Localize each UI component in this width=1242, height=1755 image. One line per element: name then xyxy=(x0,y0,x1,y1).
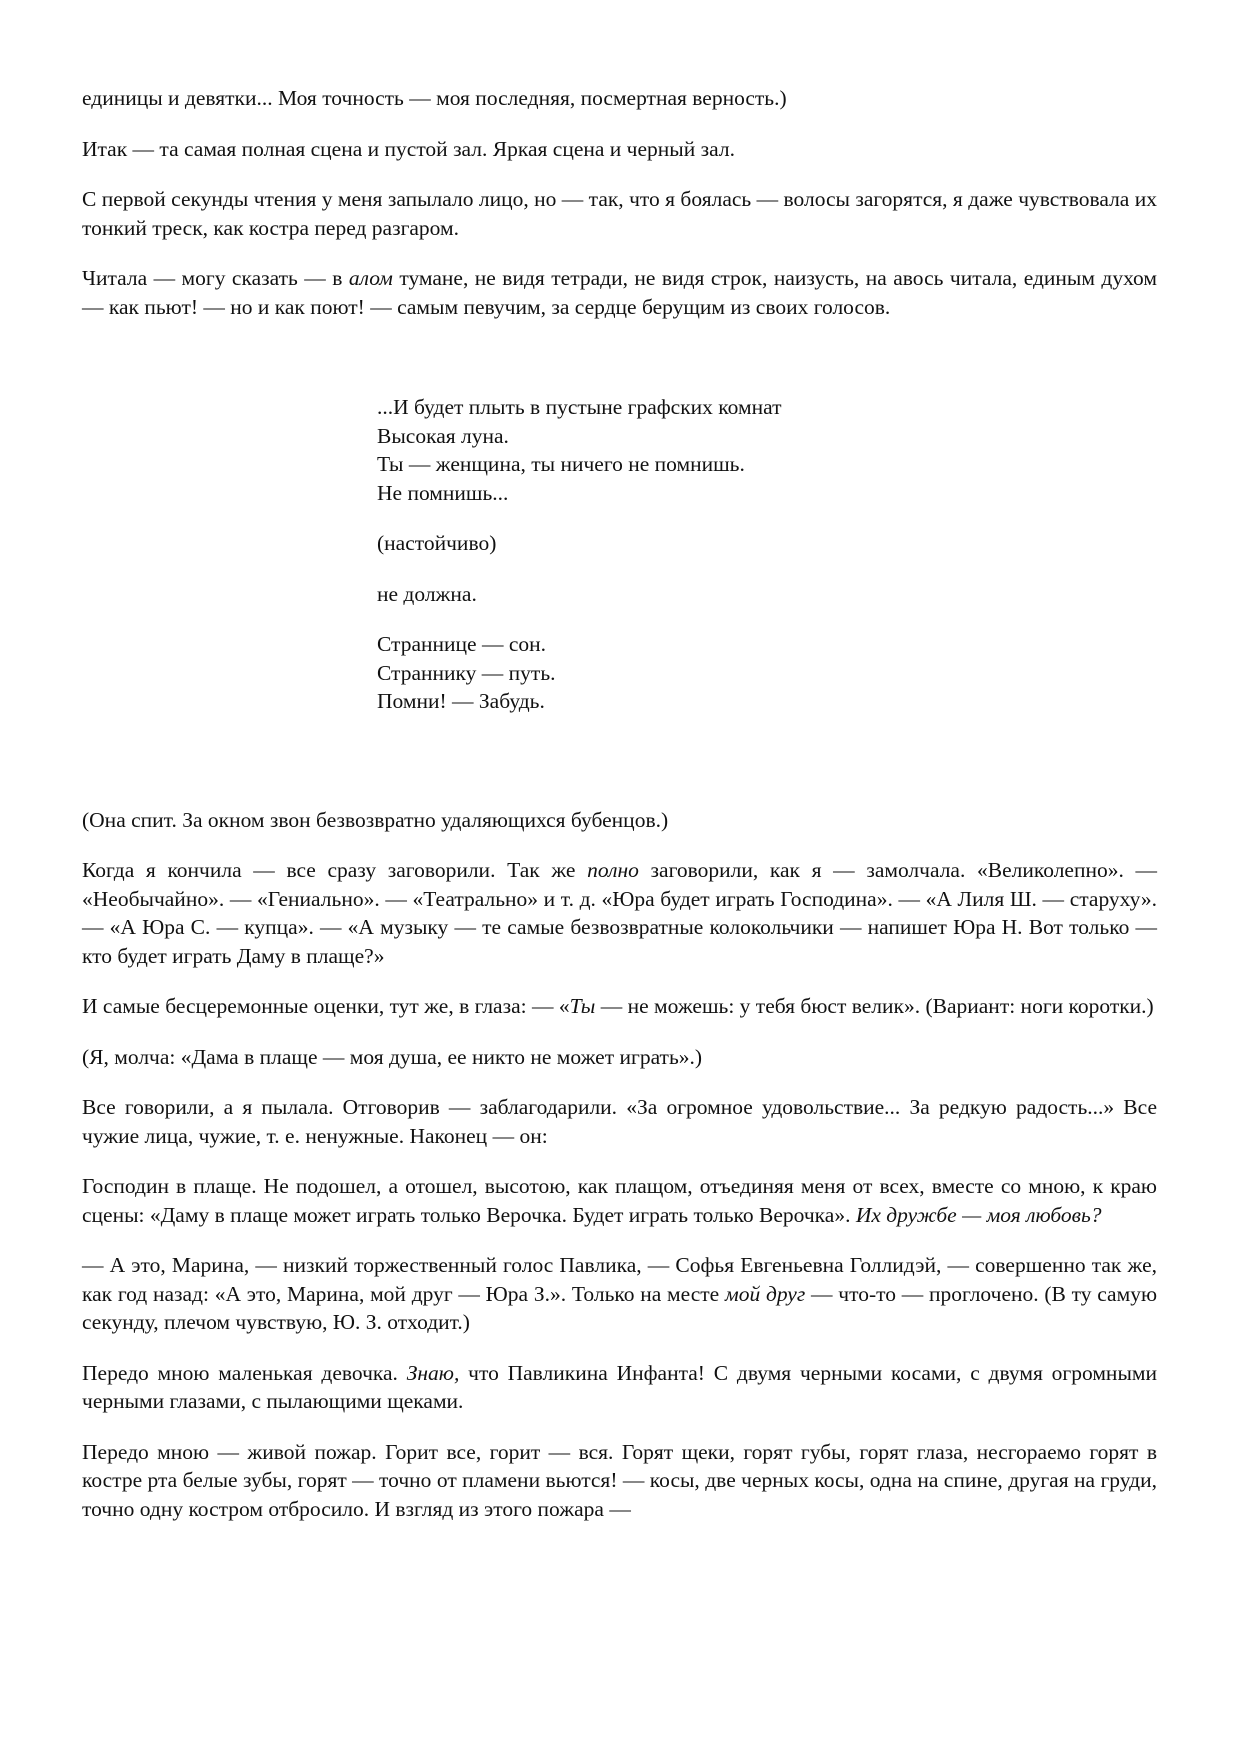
paragraph xyxy=(82,1359,1157,1416)
paragraph xyxy=(82,185,1157,242)
verse-line: Не помнишь... xyxy=(377,480,509,505)
document-page xyxy=(82,84,1157,1545)
text-run: что Павликина Инфанта! С двумя черными косами, с двумя огромными черными глазами, с пылающими щеками. xyxy=(82,1360,1157,1413)
text-run: (Я, молча: «Дама в плаще — моя душа, ее никто не может играть».) xyxy=(82,1044,703,1069)
paragraph xyxy=(82,135,1157,164)
verse-line: Высокая луна. xyxy=(377,423,509,448)
text-run: Передо мною маленькая девочка. xyxy=(82,1360,407,1385)
paragraph xyxy=(82,1172,1157,1229)
text-run: заговорили, как я — замолчала. «Великолепно». — «Необычайно». — «Гениально». — «Театрально» и т. д. «Юра будет играть Господина». — «А Лиля Ш. — старуху». — «А Юра С. — купца». — «А музыку — те самые безвозвратные колокольчики — напишет Юра Н. Вот только — кто будет играть Даму в плаще?» xyxy=(82,858,1158,968)
italic-text: полно xyxy=(587,858,639,882)
italic-text: алом xyxy=(348,266,393,290)
verse-line: ...И будет плыть в пустыне графских комнат xyxy=(377,395,782,419)
text-run: Господин в плаще. Не подошел, а отошел, высотою, как плащом, отъединяя меня от всех, вместе со мною, к краю сцены: «Даму в плаще может играть только Верочка. Будет играть только Верочка». xyxy=(82,1174,1157,1227)
text-run: — А это, Марина, — низкий торжественный голос Павлика, — Софья Евгеньевна Голлидэй, — совершенно так же, как год назад: «А это, Марина, мой друг — Юра З.». Только на месте xyxy=(82,1253,1157,1306)
paragraph xyxy=(82,992,1157,1021)
verse-line: Ты — женщина, ты ничего не помнишь. xyxy=(377,452,745,476)
verse-line: (настойчиво) xyxy=(377,531,497,555)
text-run: Итак — та самая полная сцена и пустой зал. Яркая сцена и черный зал. xyxy=(82,136,735,161)
text-run: — не можешь: у тебя бюст велик». (Вариант: ноги коротки.) xyxy=(595,994,1154,1018)
paragraph xyxy=(82,856,1157,970)
verse-block xyxy=(377,393,1077,716)
paragraph xyxy=(82,1251,1157,1337)
verse-line: Помни! — Забудь. xyxy=(377,689,545,713)
verse-stanza xyxy=(377,393,1077,507)
verse-stanza xyxy=(377,630,1077,716)
italic-text: Знаю, xyxy=(406,1360,460,1385)
paragraph xyxy=(82,1043,1157,1072)
text-run: — что-то — проглочено. (В ту самую секунду, плечом чувствую, Ю. З. отходит.) xyxy=(82,1281,1158,1334)
verse-stanza xyxy=(377,580,1077,609)
paragraph xyxy=(82,84,1157,113)
italic-text: Ты xyxy=(569,994,596,1018)
verse-line: не должна. xyxy=(377,581,477,606)
paragraph xyxy=(82,1438,1157,1524)
italic-text: мой друг xyxy=(724,1281,806,1306)
text-run: тумане, не видя тетради, не видя строк, наизусть, на авось читала, единым духом — как пьют! — но и как поют! — самым певучим, за сердце берущим из своих голосов. xyxy=(82,266,1157,319)
text-run: Когда я кончила — все сразу заговорили. Так же xyxy=(82,858,588,882)
text-run: Читала — могу сказать — в xyxy=(82,266,349,290)
paragraphs-top xyxy=(82,84,1157,321)
italic-text: Их дружбе — моя любовь? xyxy=(855,1202,1102,1227)
verse-line: Страннице — сон. xyxy=(377,632,546,656)
text-run: Передо мною — живой пожар. Горит все, горит — вся. Горят щеки, горят губы, горят глаза, несгораемо горят в костре рта белые зубы, горят — точно от пламени вьются! — косы, две черных косы, одна на спине, другая на груди, точно одну костром отбросило. И взгляд из этого пожара — xyxy=(82,1439,1157,1521)
verse-stanza xyxy=(377,529,1077,558)
text-run: единицы и девятки... Моя точность — моя последняя, посмертная верность.) xyxy=(82,86,787,110)
verse-line: Страннику — путь. xyxy=(377,660,556,685)
paragraph xyxy=(82,264,1157,321)
text-run: (Она спит. За окном звон безвозвратно удаляющихся бубенцов.) xyxy=(82,807,669,832)
text-run: И самые бесцеремонные оценки, тут же, в глаза: — « xyxy=(82,994,570,1018)
paragraph xyxy=(82,1093,1157,1150)
text-run: С первой секунды чтения у меня запылало лицо, но — так, что я боялась — волосы загорятся, я даже чувствовала их тонкий треск, как костра перед разгаром. xyxy=(82,187,1157,240)
text-run: Все говорили, а я пылала. Отговорив — заблагодарили. «За огромное удовольствие... За редкую радость...» Все чужие лица, чужие, т. е. ненужные. Наконец — он: xyxy=(82,1095,1157,1148)
paragraphs-bottom xyxy=(82,806,1157,1524)
paragraph xyxy=(82,806,1157,835)
